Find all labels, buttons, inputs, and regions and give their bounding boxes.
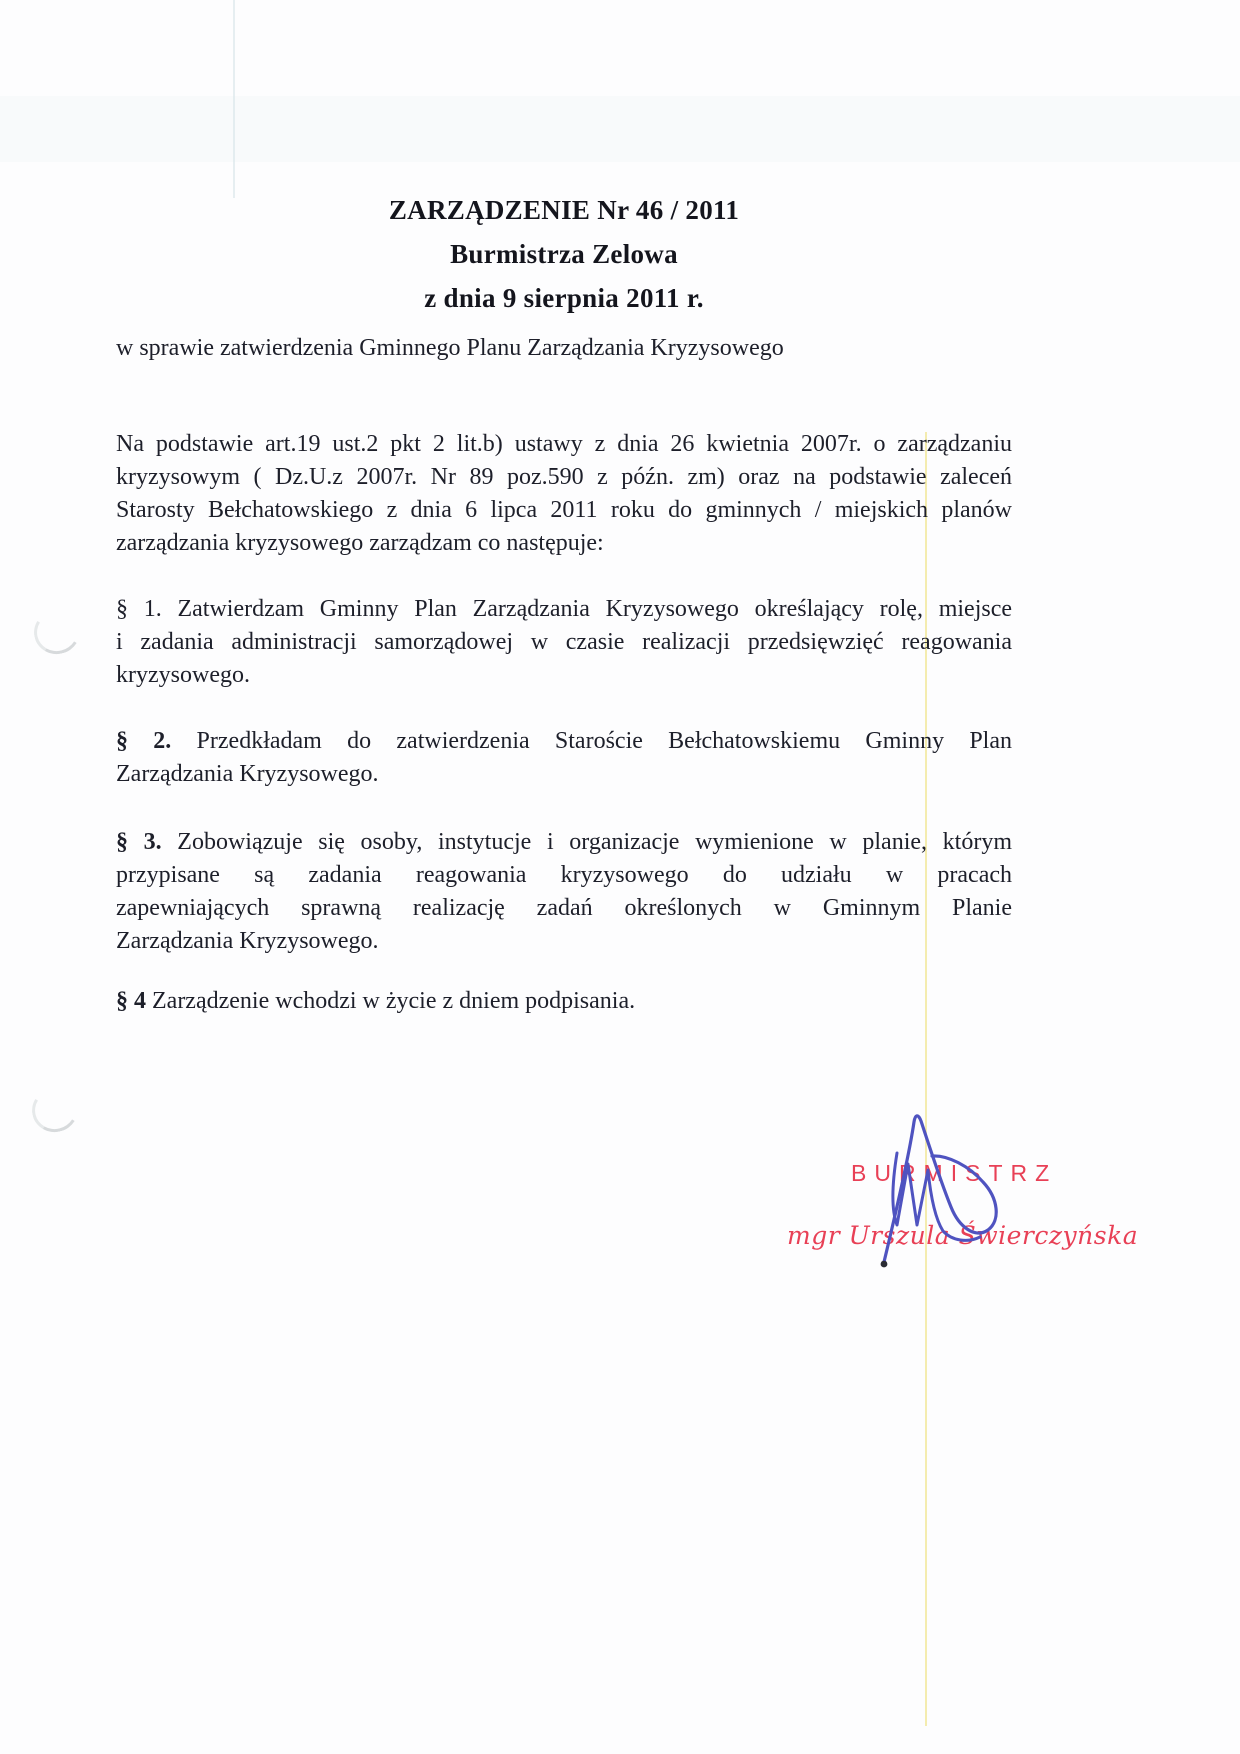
paragraph-line [116,892,1012,925]
section-marker: § 4 [116,988,146,1014]
paragraph-line [116,527,1012,560]
punch-hole-mark [29,605,84,659]
document-title: ZARZĄDZENIE Nr 46 / 2011 [388,195,740,225]
text-segment: kryzysowym ( Dz.U.z 2007r. Nr 89 poz.590 z późn. zm) oraz na podstawie zaleceń [116,464,1012,490]
punch-hole-mark [27,1083,82,1137]
text-segment: kryzysowego. [116,662,250,688]
paragraph [116,985,1012,1018]
mayor-role-stamp: BURMISTRZ [851,1160,1058,1186]
text-segment: Zarządzenie wchodzi w życie z dniem podpisania. [146,988,636,1014]
section-marker: § 2. [116,728,172,754]
signature-ink [855,1100,1025,1280]
document-title-date: z dnia 9 sierpnia 2011 r. [424,283,704,313]
text-segment: przypisane są zadania reagowania kryzysowego do udziału w pracach [116,862,1012,888]
paragraph-line [116,626,1012,659]
text-segment: Zobowiązuje się osoby, instytucje i organizacje wymienione w planie, którym [161,829,1012,855]
paragraph [116,428,1012,560]
paragraph [116,593,1012,692]
mayor-name-stamp: mgr Urszula Świerczyńska [787,1221,1139,1250]
document-body [116,428,1012,1018]
paragraph-line [116,593,1012,626]
paragraph-line [116,494,1012,527]
paragraph-line [116,461,1012,494]
text-segment: Przedkładam do zatwierdzenia Staroście Bełchatowskiemu Gminny Plan [171,728,1013,754]
paragraph-line [116,826,1012,859]
paragraph-line [116,985,1012,1018]
paragraph-line [116,859,1012,892]
paragraph-line [116,925,1012,958]
paragraph [116,725,1012,791]
text-segment: zapewniających sprawną realizację zadań określonych w Gminnym Planie [116,895,1012,921]
text-segment: i zadania administracji samorządowej w czasie realizacji przedsięwzięć reagowania [116,629,1012,655]
text-segment: zarządzania kryzysowego zarządzam co następuje: [116,530,604,556]
document-subject: w sprawie zatwierdzenia Gminnego Planu Zarządzania Kryzysowego [116,335,784,361]
paragraph-line [116,758,1012,791]
scan-shading-artifact [0,96,1240,162]
text-segment: Zarządzania Kryzysowego. [116,928,379,954]
text-segment: Na podstawie art.19 ust.2 pkt 2 lit.b) ustawy z dnia 26 kwietnia 2007r. o zarządzaniu [116,431,1012,457]
text-segment: § 1. Zatwierdzam Gminny Plan Zarządzania Kryzysowego określający rolę, miejsce [116,596,1012,622]
section-marker: § 3. [116,829,162,855]
scan-fold-line-artifact [233,0,235,198]
document-content [116,188,1012,1018]
text-segment: Zarządzania Kryzysowego. [116,761,379,787]
paragraph-line [116,725,1012,758]
document-title-issuer: Burmistrza Zelowa [450,239,678,269]
paragraph [116,826,1012,958]
text-segment: Starosty Bełchatowskiego z dnia 6 lipca 2011 roku do gminnych / miejskich planów [116,497,1012,523]
paragraph-line [116,428,1012,461]
paragraph-line [116,659,1012,692]
